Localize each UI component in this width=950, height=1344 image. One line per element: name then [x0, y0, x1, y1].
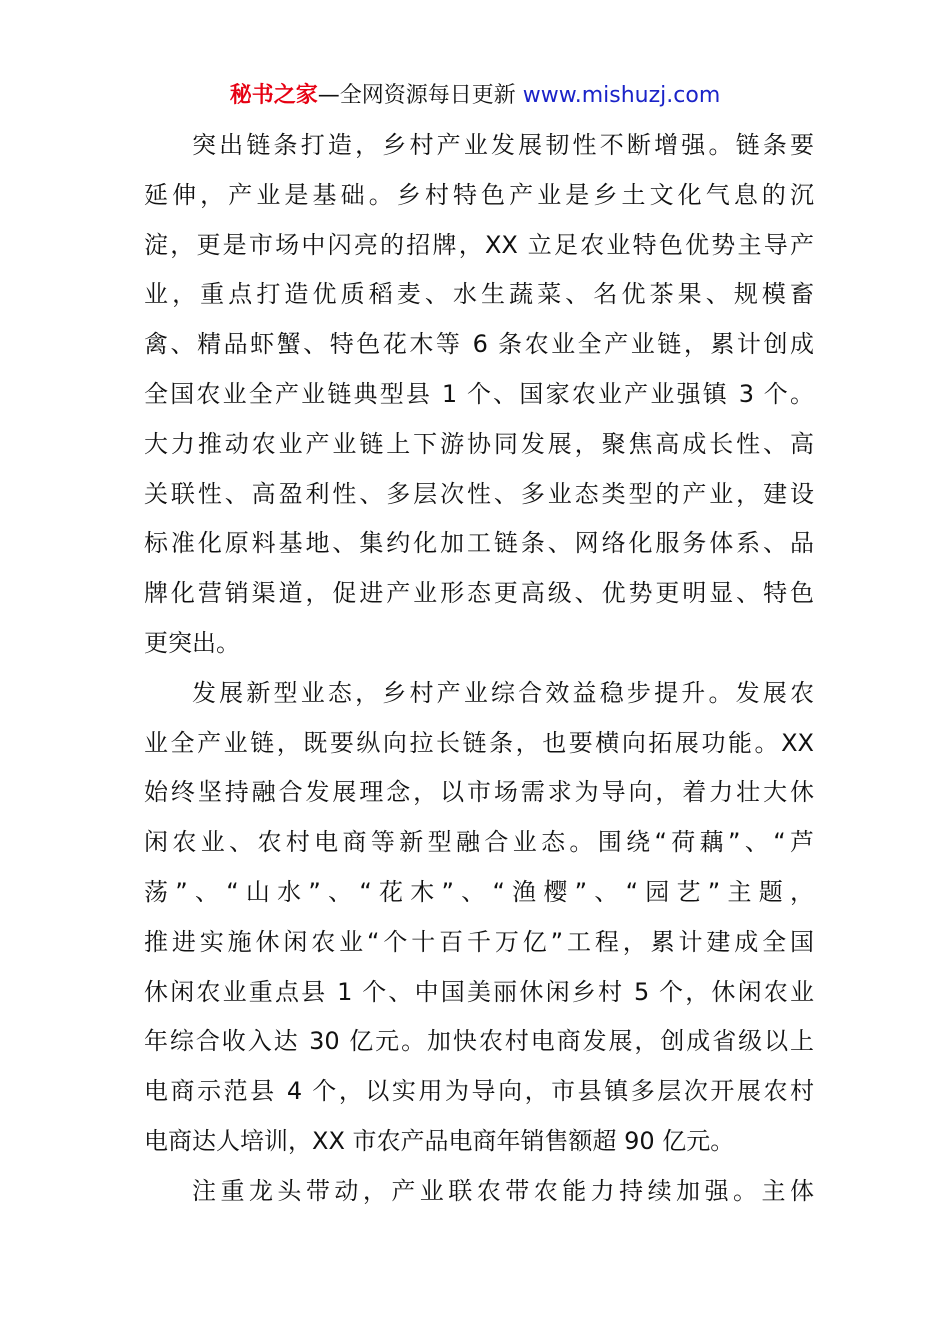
document-body	[144, 121, 814, 1217]
text-line: 关联性、高盈利性、多层次性、多业态类型的产业，建设	[144, 479, 814, 508]
text-line: 闲农业、农村电商等新型融合业态。围绕“荷藕”、“芦	[144, 828, 814, 857]
website-link[interactable]: www.mishuzj.com	[522, 83, 721, 108]
brand-name: 秘书之家	[229, 83, 318, 108]
text-line: 大力推动农业产业链上下游协同发展，聚焦高成长性、高	[144, 429, 814, 458]
text-line: 突出链条打造，乡村产业发展韧性不断增强。链条要	[192, 131, 814, 159]
text-line: 休闲农业重点县 1 个、中国美丽休闲乡村 5 个，休闲农业	[144, 977, 814, 1006]
text-line: 业全产业链，既要纵向拉长链条，也要横向拓展功能。XX	[144, 728, 814, 757]
text-line: 始终坚持融合发展理念，以市场需求为导向，着力壮大休	[144, 778, 814, 807]
text-line: 电商示范县 4 个，以实用为导向，市县镇多层次开展农村	[144, 1077, 814, 1106]
text-line: 荡”、“山水”、“花木”、“渔樱”、“园艺”主题，	[144, 877, 814, 906]
paragraph	[144, 1167, 814, 1217]
text-line: 业，重点打造优质稻麦、水生蔬菜、名优茶果、规模畜	[144, 280, 814, 309]
text-line: 推进实施休闲农业“个十百千万亿”工程，累计建成全国	[144, 927, 814, 956]
text-line: 标准化原料基地、集约化加工链条、网络化服务体系、品	[144, 529, 814, 558]
paragraph	[144, 669, 814, 1167]
header-tagline: —全网资源每日更新	[317, 83, 516, 108]
text-line: 发展新型业态，乡村产业综合效益稳步提升。发展农	[192, 678, 814, 707]
text-line: 牌化营销渠道，促进产业形态更高级、优势更明显、特色	[144, 579, 814, 608]
text-line: 延伸，产业是基础。乡村特色产业是乡土文化气息的沉	[144, 180, 814, 209]
text-line: 全国农业全产业链典型县 1 个、国家农业产业强镇 3 个。	[144, 379, 814, 408]
text-line: 注重龙头带动，产业联农带农能力持续加强。主体	[192, 1176, 814, 1205]
paragraph	[144, 121, 814, 669]
page-header	[0, 80, 950, 112]
text-line: 禽、精品虾蟹、特色花木等 6 条农业全产业链，累计创成	[144, 330, 814, 359]
text-line: 电商达人培训，XX 市农产品电商年销售额超 90 亿元。	[144, 1126, 735, 1155]
text-line: 淀，更是市场中闪亮的招牌，XX 立足农业特色优势主导产	[144, 230, 814, 259]
text-line: 年综合收入达 30 亿元。加快农村电商发展，创成省级以上	[144, 1027, 814, 1056]
text-line: 更突出。	[144, 628, 240, 657]
